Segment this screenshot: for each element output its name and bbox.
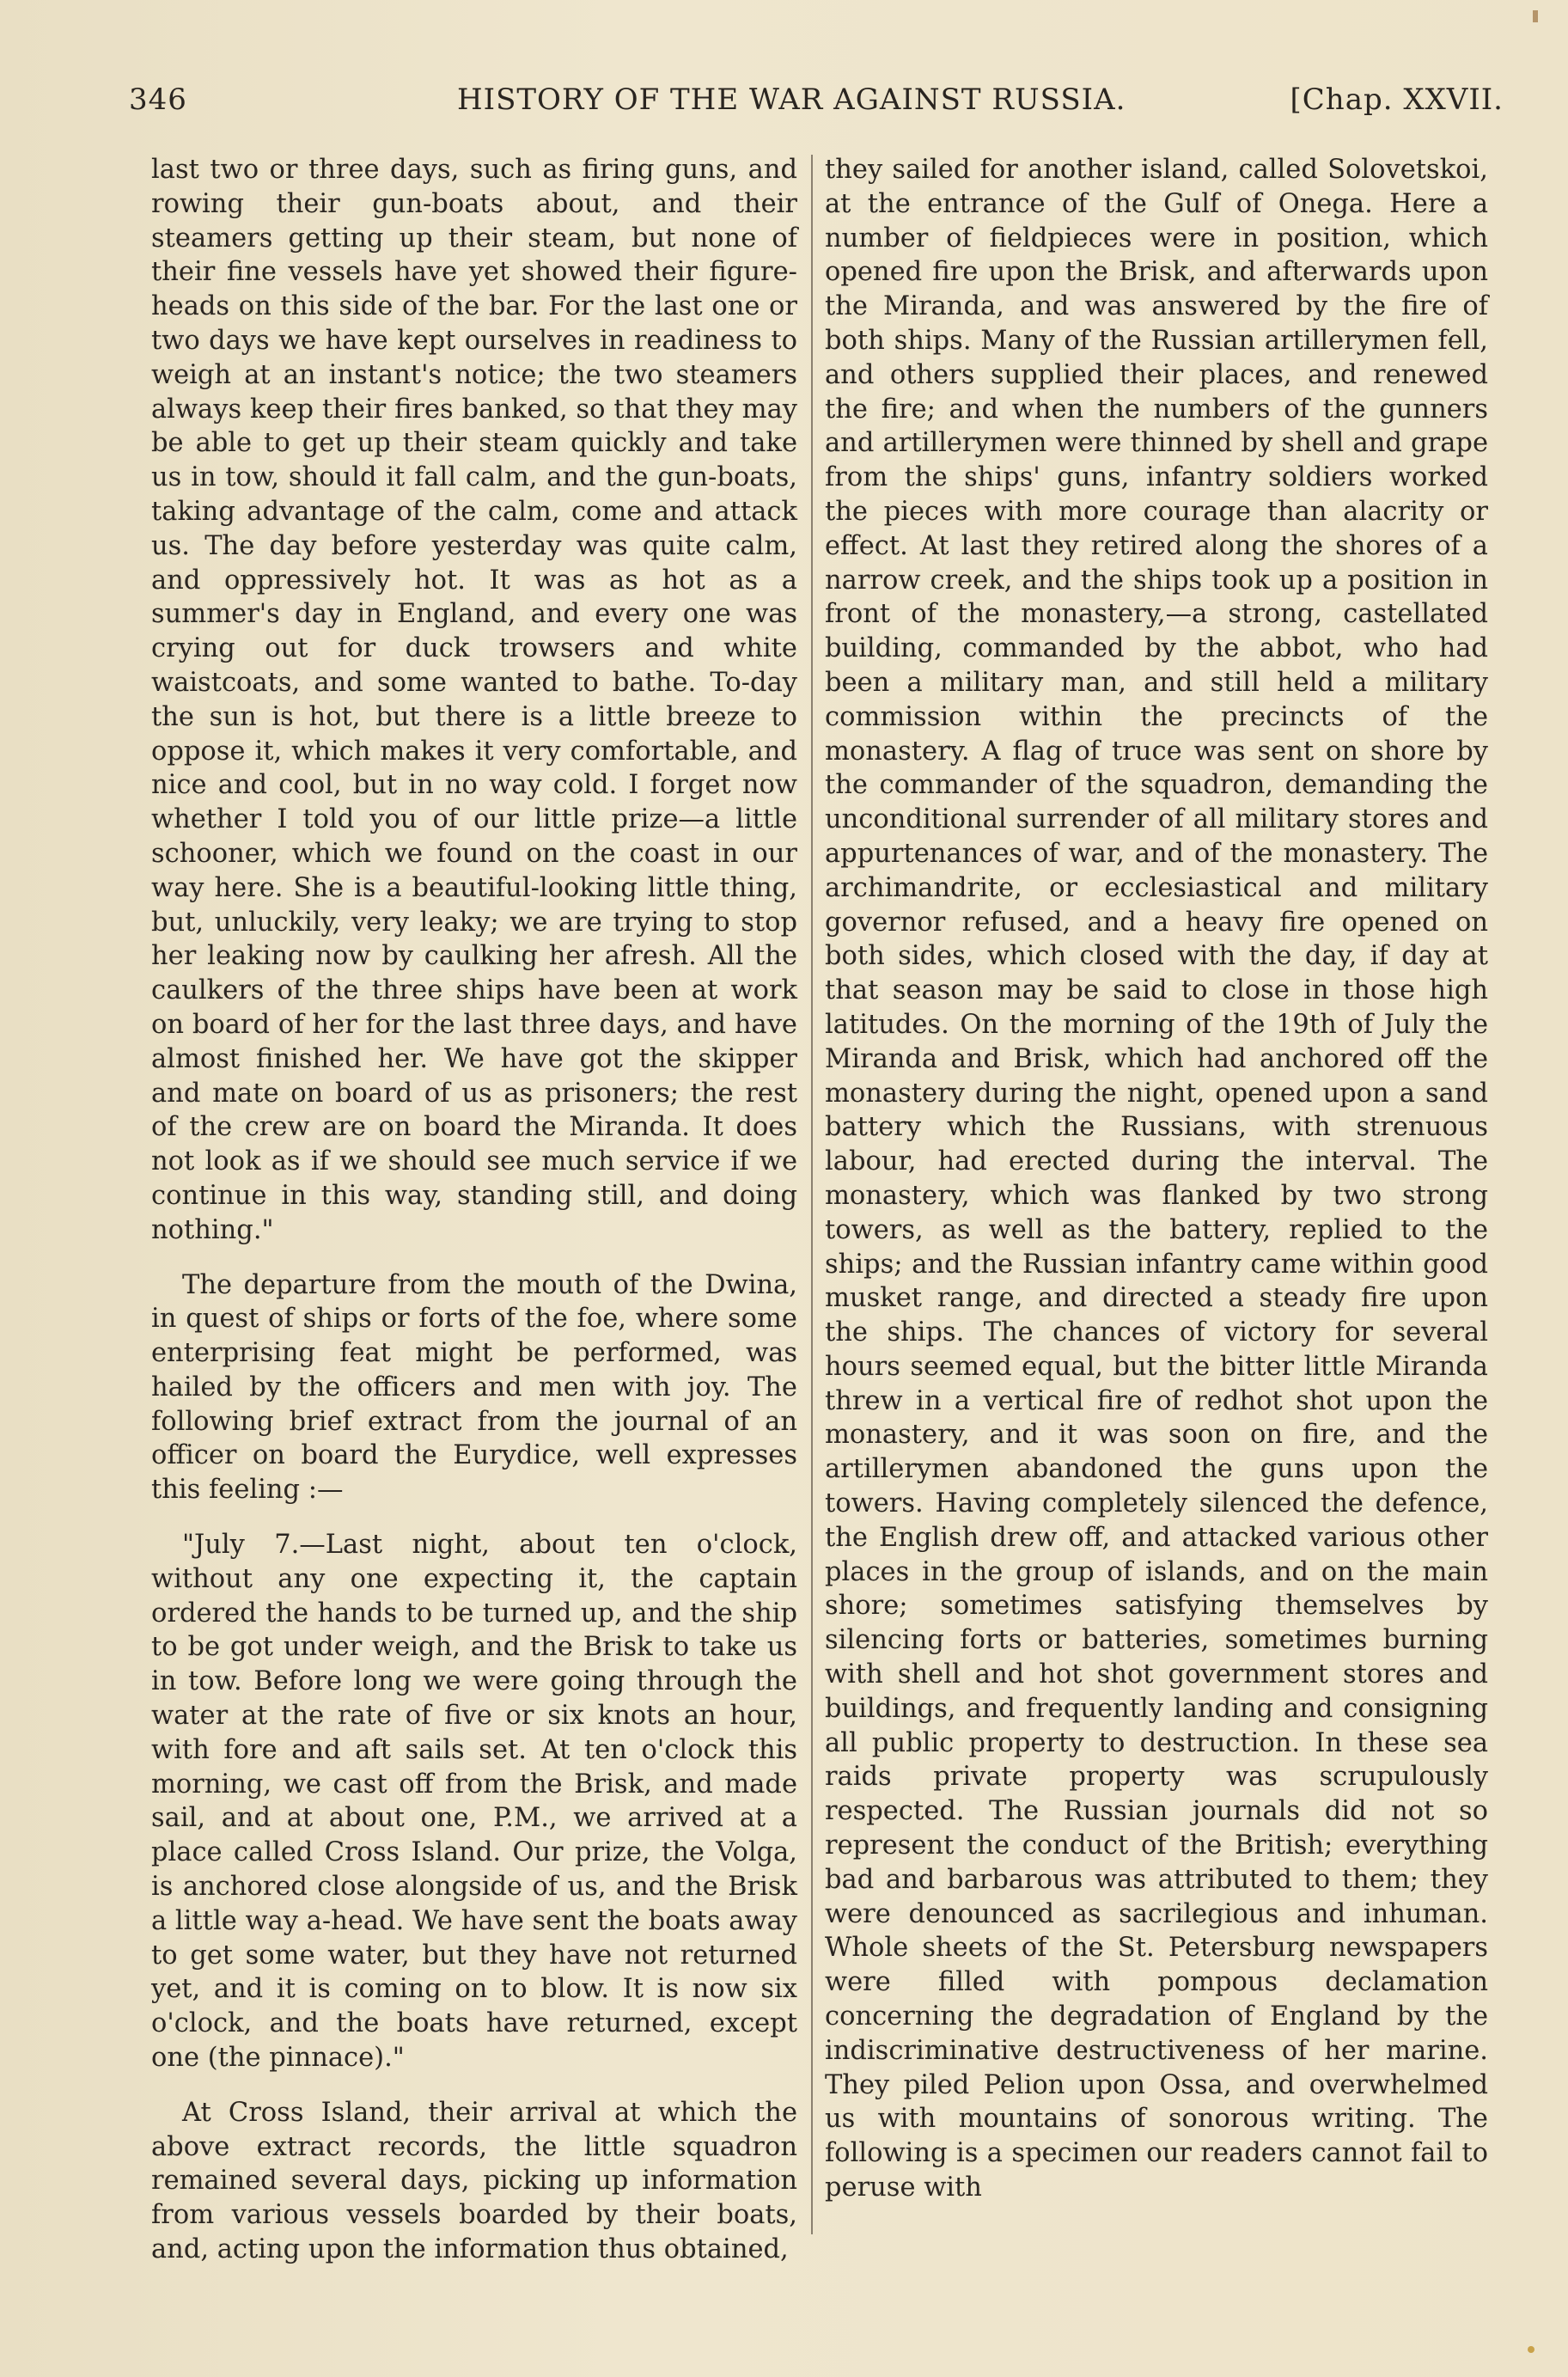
page-edge-mark [1528,2346,1534,2353]
page-number: 346 [129,82,187,117]
paragraph: The departure from the mouth of the Dwina, in quest of ships or forts of the foe, where some enterprising feat might be performed, was hailed by the officers and men with joy. The following brief extract from the journal of an officer on board the Eurydice, well expresses this feeling :— [151,1269,797,1506]
page-corner-mark [1533,10,1538,22]
column-divider [811,155,813,2234]
paragraph: last two or three days, such as firing guns, and rowing their gun-boats about, and their steamers getting up their steam, but none of their fine vessels have yet showed their figure-heads on this side of the bar. For the last one or two days we have kept ourselves in readiness to weigh at an instant's notice; the two steamers always keep their fires banked, so that they may be able to get up their steam quickly and take us in tow, should it fall calm, and the gun-boats, taking advantage of the calm, come and attack us. The day before yesterday was quite calm, and oppressively hot. It was as hot as a summer's day in England, and every one was crying out for duck trowsers and white waistcoats, and some wanted to bathe. To-day the sun is hot, but there is a little breeze to oppose it, which makes it very comfortable, and nice and cool, but in no way cold. I forget now whether I told you of our little prize—a little schooner, which we found on the coast in our way here. She is a beautiful-looking little thing, but, unluckily, very leaky; we are trying to stop her leaking now by caulking her afresh. All the caulkers of the three ships have been at work on board of her for the last three days, and have almost finished her. We have got the skipper and mate on board of us as prisoners; the rest of the crew are on board the Miranda. It does not look as if we should see much service if we continue in this way, standing still, and doing nothing." [151,155,797,1245]
paragraph: At Cross Island, their arrival at which the above extract records, the little squadron remained several days, picking up information from various vessels boarded by their boats, and, acting upon the information thus obtained, [151,2097,797,2265]
journal-quote: "July 7.—Last night, about ten o'clock, without any one expecting it, the captain ordered the hands to be turned up, and the ship to be got under weigh, and the Brisk to take us in tow. Before long we were going through the water at the rate of five or six knots an hour, with fore and aft sails set. At ten o'clock this morning, we cast off from the Brisk, and made sail, and at about one, P.M., we arrived at a place called Cross Island. Our prize, the Volga, is anchored close alongside of us, and the Brisk a little way a-head. We have sent the boats away to get some water, but they have not returned yet, and it is coming on to blow. It is now six o'clock, and the boats have returned, except one (the pinnace)." [151,1530,797,2074]
right-column [825,153,1488,2205]
paragraph: they sailed for another island, called Solovetskoi, at the entrance of the Gulf of Onega. Here a number of fieldpieces were in position, which opened fire upon the Brisk, and afterwards upon the Miranda, and was answered by the fire of both ships. Many of the Russian artillerymen fell, and others supplied their places, and renewed the fire; and when the numbers of the gunners and artillerymen were thinned by shell and grape from the ships' guns, infantry soldiers worked the pieces with more courage than alacrity or effect. At last they retired along the shores of a narrow creek, and the ships took up a position in front of the monastery,—a strong, castellated building, commanded by the abbot, who had been a military man, and still held a military commission within the precincts of the monastery. A flag of truce was sent on shore by the commander of the squadron, demanding the unconditional surrender of all military stores and appurtenances of war, and of the monastery. The archimandrite, or ecclesiastical and military governor refused, and a heavy fire opened on both sides, which closed with the day, if day at that season may be said to close in those high latitudes. On the morning of the 19th of July the Miranda and Brisk, which had anchored off the monastery during the night, opened upon a sand battery which the Russians, with strenuous labour, had erected during the interval. The monastery, which was flanked by two strong towers, as well as the battery, replied to the ships; and the Russian infantry came within good musket range, and directed a steady fire upon the ships. The chances of victory for several hours seemed equal, but the bitter little Miranda threw in a vertical fire of redhot shot upon the monastery, and it was soon on fire, and the artillerymen abandoned the guns upon the towers. Having completely silenced the defence, the English drew off, and attacked various other places in the group of islands, and on the main shore; sometimes satisfying themselves by silencing forts or batteries, sometimes burning with shell and hot shot government stores and buildings, and frequently landing and consigning all public property to destruction. In these sea raids private property was scrupulously respected. The Russian journals did not so represent the conduct of the British; everything bad and barbarous was attributed to them; they were denounced as sacrilegious and inhuman. Whole sheets of the St. Petersburg newspapers were filled with pompous declamation concerning the degradation of England by the indiscriminative destructiveness of her marine. They piled Pelion upon Ossa, and overwhelmed us with mountains of sonorous writing. The following is a specimen our readers cannot fail to peruse with [825,155,1488,2203]
left-column [151,153,797,2267]
running-header [129,82,1504,125]
chapter-label: [Chap. XXVII. [1290,82,1504,117]
running-title: HISTORY OF THE WAR AGAINST RUSSIA. [457,82,1126,117]
